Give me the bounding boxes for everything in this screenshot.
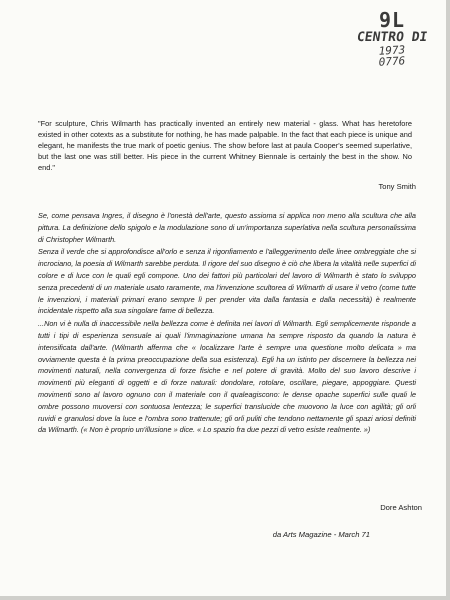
stamp-code: 0776 — [378, 54, 406, 69]
essay-paragraph: ...Non vi è nulla di inaccessibile nella bellezza come è definita nei lavori di Wilmarth. Egli semplicemente risponde a tutti i tipi di esperienza sensuale ai quali l'immaginazione umana ha sempre risposto da quando la natura è intensificata dall'arte. (Wilmarth afferma che « localizzare l'arte è sempre una questione molto delicata » ma ovviamente questa è la prima preoccupazione della sua esistenza). Egli ha un istinto per discernere la bellezza nei movimenti naturali, nella convergenza di forze fisiche e nel potere di gravità. Molto del suo lavoro descrive i movimenti più eleganti di oggetti e di forze naturali: dondolare, rotolare, oscillare, piegare, appoggiare. Questi movimenti sono al lavoro ognuno con il materiale con il qualeagiscono: le dense opache superfici sulle quali le ombre possono muoversi con sontuosa lentezza; le superfici translucide che muovono la luce con agilità; gli orli ruvidi e granulosi dove la luce e l'ombra sono trattenute; gli orli puliti che tendono nettamente gli spazi ariosi definiti da Wilmarth. (« Non è proprio un'illusione » dice. « Lo spazio fra due pezzi di vetro esiste realmente. ») — [38, 319, 416, 435]
stamp-year: 1973 — [378, 42, 406, 58]
english-quote: "For sculpture, Chris Wilmarth has practically invented an entirely new material - glass. What has heretofore existed in other cotexts as a substitute for nothing, he has made palpable. In the fact that each piece is unique and elegant, he manifests the true mark of poetic genius. The show before last at paula Cooper's seemed superlative, but the last one was still better. His piece in the current Whitney Biennale is certainly the best in the show. No end." — [38, 119, 412, 172]
essay-source: da Arts Magazine - March 71 — [272, 530, 370, 539]
essay-paragraph: Se, come pensava Ingres, il disegno è l'onestà dell'arte, questo assioma si applica non meno alla scultura che alla pittura. La definizione dello spigolo e la modulazione sono di un'importanza superlativa nella scultura personalissima di Christopher Wilmarth. — [38, 211, 416, 244]
archive-stamp — [352, 10, 432, 68]
essay-author: Dore Ashton — [380, 503, 422, 512]
stamp-number: 9L — [378, 8, 406, 32]
quote-author: Tony Smith — [378, 182, 416, 191]
essay-paragraph: Senza il verde che si approfondisce all'orlo e senza il rigonfiamento e l'alleggerimento delle linee ombreggiate che si incrociano, la poesia di Wilmarth sarebbe perduta. Il rigore del suo disegno è ciò che libera la vitalità nelle superfici di colore e di luce con le quali egli compone. Uno dei fattori più particolari del lavoro di Wilmarth è stato lo sviluppo senza precedenti di un materiale usato raramente, ma l'invenzione scultorea di Wilmarth di usare il vetro (come tutte le invenzioni, i materiali primari erano sempre lì per prender vita dalla fantasia e dalla necessità) è realmente incidentale rispetto alla sua singolare fame di bellezza. — [38, 247, 416, 316]
italian-essay — [38, 210, 416, 437]
stamp-label: CENTRO DI — [355, 30, 429, 45]
